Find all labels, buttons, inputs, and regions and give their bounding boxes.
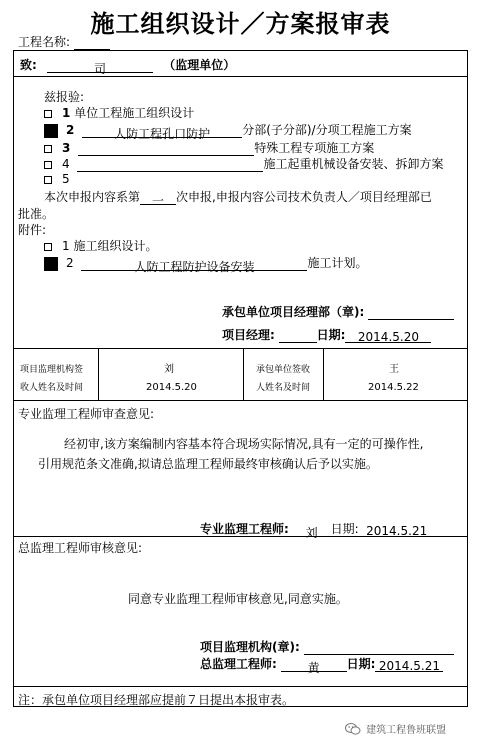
divider: [98, 348, 99, 400]
chief-sign-label: 总监理工程师:: [200, 657, 277, 671]
project-name-label: 工程名称:: [18, 35, 71, 49]
chief-heading: 总监理工程师审核意见:: [18, 541, 143, 555]
addressee-label: 致:: [20, 58, 37, 72]
engineer-opinion-line: 引用规范条文准确,拟请总监理工程师最终审核确认后予以实施。: [38, 457, 378, 471]
watermark-text: 建筑工程鲁班联盟: [366, 725, 447, 736]
receipt-right-label: 人姓名及时间: [256, 383, 311, 393]
attachment-row: [44, 254, 368, 274]
footer-note: 注：承包单位项目经理部应提前７日提出本报审表。: [18, 693, 295, 707]
item-row: [44, 139, 374, 156]
receipt-right-label: 承包单位签收: [256, 365, 311, 375]
contractor-date-field[interactable]: 2014.5.20: [345, 330, 431, 343]
times-field[interactable]: 一: [140, 192, 176, 205]
chief-opinion: 同意专业监理工程师审核意见,同意实施。: [128, 592, 348, 606]
engineer-date-field[interactable]: 2014.5.21: [359, 524, 435, 537]
divider: [323, 348, 324, 400]
wechat-icon: [345, 722, 361, 736]
addressee-field[interactable]: 司: [47, 60, 153, 73]
checkbox[interactable]: [44, 110, 52, 118]
attachment-suffix: 施工计划。: [307, 256, 368, 270]
item-number: 4: [62, 157, 70, 171]
addressee-row: [20, 56, 236, 76]
date-label: 日期:: [346, 657, 376, 671]
divider: [13, 686, 468, 687]
page-title: 施工组织设计／方案报审表: [90, 10, 391, 38]
item-row: [44, 104, 194, 121]
attachment-fill-field[interactable]: 人防工程防护设备安装: [81, 258, 307, 271]
item-number: 5: [62, 172, 70, 186]
attachment-number: 1: [62, 239, 70, 253]
checkbox[interactable]: [44, 145, 52, 153]
chief-org-label: 项目监理机构(章):: [200, 640, 300, 654]
chief-sign-row: [200, 655, 443, 675]
attachment-text: 施工组织设计。: [73, 239, 158, 253]
item-number: 3: [62, 141, 71, 155]
receipt-left-label: 项目监理机构签: [20, 365, 84, 375]
receipt-left-name: 刘: [164, 364, 174, 375]
manager-field[interactable]: [279, 330, 317, 343]
attachment-row: [44, 237, 157, 254]
contractor-dept-label: 承包单位项目经理部（章):: [222, 305, 365, 319]
divider: [13, 76, 468, 77]
item-suffix: 施工起重机械设备安装、拆卸方案: [263, 157, 444, 171]
checkbox[interactable]: [44, 176, 52, 184]
statement-text: 次申报,申报内容公司技术负责人／项目经理部已: [176, 190, 432, 204]
chief-seal-field[interactable]: [304, 642, 454, 655]
receipt-left-label: 收人姓名及时间: [20, 383, 84, 393]
receipt-right-date: 2014.5.22: [368, 382, 419, 393]
addressee-unit: （监理单位）: [163, 58, 236, 72]
checkbox-checked[interactable]: [44, 124, 58, 138]
manager-label: 项目经理:: [222, 328, 275, 342]
engineer-heading: 专业监理工程师审查意见:: [18, 407, 155, 421]
date-label: 日期:: [316, 328, 346, 342]
chief-name-field[interactable]: 黄: [281, 659, 347, 672]
chief-org-row: [200, 638, 454, 655]
item-row: [44, 155, 443, 172]
item-number: 1: [62, 106, 71, 120]
chief-date-field[interactable]: 2014.5.21: [375, 659, 443, 672]
contractor-manager-row: [222, 326, 431, 343]
checkbox[interactable]: [44, 161, 52, 169]
statement-text: 本次申报内容系第: [44, 190, 141, 204]
contractor-dept-row: [222, 303, 454, 320]
item-suffix: 特殊工程专项施工方案: [254, 141, 375, 155]
engineer-sign-label: 专业监理工程师:: [200, 522, 289, 536]
engineer-opinion-line: 经初审,该方案编制内容基本符合现场实际情况,具有一定的可操作性,: [64, 437, 424, 451]
checkbox[interactable]: [44, 243, 52, 251]
checkbox-checked[interactable]: [44, 257, 58, 271]
item-fill-field[interactable]: [77, 159, 263, 172]
statement-text: 批准。: [18, 207, 55, 221]
engineer-name-field[interactable]: 刘: [293, 524, 331, 537]
item-text: 单位工程施工组织设计: [74, 106, 195, 120]
project-name-field[interactable]: [74, 37, 110, 50]
statement-line: [44, 188, 432, 208]
watermark: [345, 718, 446, 737]
item-fill-field[interactable]: 人防工程孔口防护: [82, 125, 242, 138]
item-row: [44, 172, 70, 186]
date-label: 日期:: [330, 522, 359, 536]
submit-label: 兹报验:: [44, 90, 85, 104]
divider: [13, 348, 468, 349]
receipt-right-name: 王: [389, 364, 399, 375]
item-number: 2: [66, 123, 75, 137]
receipt-left-date: 2014.5.20: [146, 382, 197, 393]
item-suffix: 分部(子分部)/分项工程施工方案: [242, 123, 412, 137]
project-name-row: [18, 33, 110, 50]
attachment-label: 附件:: [18, 223, 47, 237]
item-row: [44, 121, 412, 141]
attachment-number: 2: [66, 256, 74, 270]
contractor-seal-field[interactable]: [368, 307, 454, 320]
engineer-sign-row: [200, 520, 435, 540]
divider: [243, 348, 244, 400]
divider: [13, 400, 468, 401]
